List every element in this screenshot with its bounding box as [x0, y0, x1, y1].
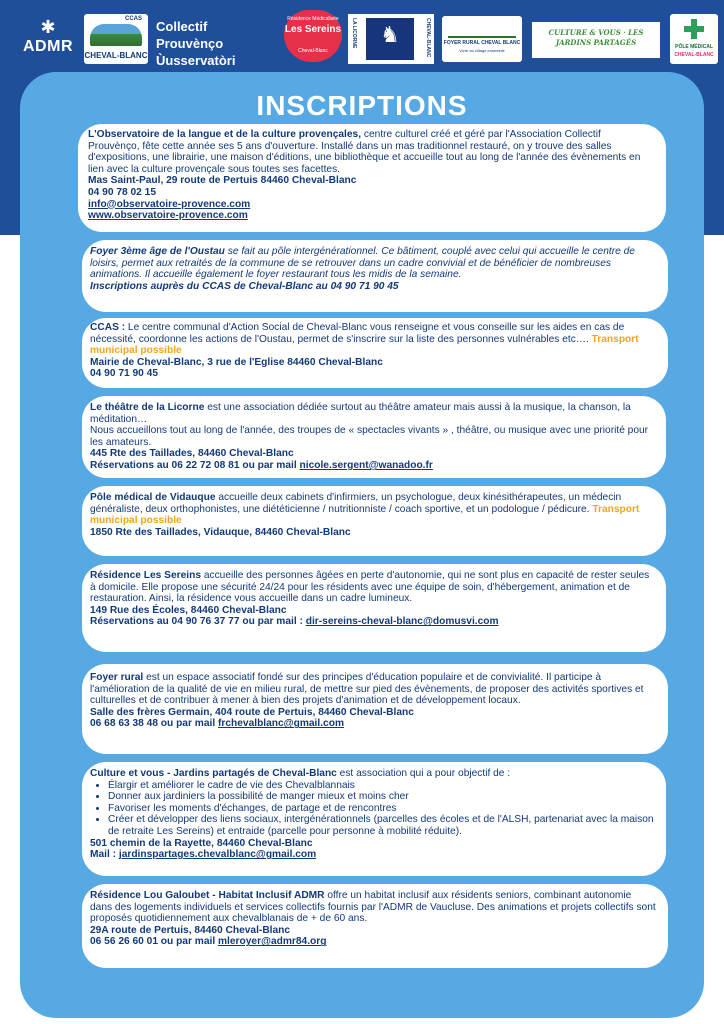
- foyer-rural-contact-text: 06 68 63 38 48 ou par mail: [90, 718, 218, 730]
- jardins-description: [90, 768, 654, 780]
- observatoire-email-link[interactable]: info@observatoire-provence.com: [88, 198, 251, 210]
- ccas-landscape-icon: [90, 24, 142, 46]
- observatoire-name: L'Observatoire de la langue et de la culture provençales,: [88, 129, 362, 140]
- jardins-address: 501 chemin de la Rayette, 84460 Cheval-Blanc: [90, 837, 313, 849]
- jardins-mail-label: Mail :: [90, 849, 119, 861]
- collectif-line1: Collectif Prouvènço: [156, 19, 224, 51]
- list-item: • Favoriser les moments d'échanges, de partage et de rencontres: [108, 803, 654, 815]
- galoubet-contact: [90, 936, 656, 948]
- galoubet-desc: offre un habitat inclusif aux résidents seniors, combinant autonomie dans des logements individuels et services collectifs fournis par l'ADMR de Vaucluse. Des animations et projets collectifs sont proposés quotidiennement aux chevalblanais de + de 60 ans.: [90, 890, 656, 925]
- sereins-reservations-text: Réservations au 04 90 76 37 77 ou par mail :: [90, 616, 306, 628]
- list-item: • Élargir et améliorer le cadre de vie des Chevalblannais: [108, 780, 654, 792]
- sereins-logo-line3: Cheval-Blanc: [298, 48, 328, 54]
- card-oustau: [82, 240, 668, 312]
- medical-cross-icon: [684, 19, 704, 39]
- oustau-desc: se fait au pôle intergénérationnel. Ce bâtiment, couplé avec celui qui accueille le centre de loisirs, permet aux retraités de la commune de se retrouver dans un cadre convivial et de bénéficier de nombreuses animations. Il accueille également le foyer restaurant tous les midis de la semaine.: [90, 246, 635, 281]
- galoubet-email-link[interactable]: mleroyer@admr84.org: [218, 936, 327, 948]
- partner-logos: [0, 10, 724, 70]
- licorne-logo-right: CHEVAL-BLANC: [425, 18, 431, 58]
- sereins-reservations: [90, 616, 656, 628]
- collectif-prouvenco-logo: [156, 18, 278, 68]
- sereins-logo-line1: Résidence Médicalisée: [287, 16, 339, 22]
- card-ccas: [82, 318, 668, 388]
- sereins-address: 149 Rue des Écoles, 84460 Cheval-Blanc: [90, 604, 287, 616]
- card-licorne: [82, 396, 666, 478]
- pole-logo-line2: CHEVAL-BLANC: [674, 52, 714, 58]
- admr-figures-icon: ✱: [40, 17, 56, 37]
- oustau-name: Foyer 3ème âge de l'Oustau: [90, 246, 225, 257]
- unicorn-icon: ♞: [380, 22, 400, 47]
- ccas-desc: Le centre communal d'Action Social de Cheval-Blanc vous renseigne et vous conseille sur les aides en cas de nécessité, coordonne les actions de l'Oustau, permet de s'inscrire sur la liste des personnes vulnérables etc….: [90, 322, 625, 345]
- observatoire-desc: centre culturel créé et géré par l'Association Collectif Prouvènço, fête cette année ses 5 ans d'ouverture. Installé dans un mas traditionnel restauré, on y trouve des salles d'expositions, une librairie, une maison d'éditions, une bibliothèque et accueille tout au long de l'année des évènements en lien avec la culture provençale sous toutes ses facettes.: [88, 129, 641, 175]
- galoubet-contact-text: 06 56 26 60 01 ou par mail: [90, 936, 218, 948]
- licorne-reservations-text: Réservations au 06 22 72 08 81 ou par mail: [90, 459, 300, 471]
- ccas-name: CCAS :: [90, 322, 126, 333]
- foyer-rural-logo-sub: Vivre au village ensemble: [459, 48, 505, 53]
- ccas-logo-bottom: CHEVAL-BLANC: [84, 51, 148, 60]
- list-item: • Donner aux jardiniers la possibilité de manger mieux et moins cher: [108, 791, 654, 803]
- observatoire-description: [88, 129, 654, 175]
- foyer-rural-name: Foyer rural: [90, 672, 144, 683]
- foyer-rural-desc: est un espace associatif fondé sur des principes d'éducation populaire et de convivialité. Il participe à l'amélioration de la qualité de vie en milieu rural, de mettre sur pied des évènements, de proposer des activités sportives et culturelles et de contribuer à mener à bien des projets d'animation et de développement locaux.: [90, 672, 644, 707]
- sereins-logo-line2: Les Sereins: [284, 24, 342, 35]
- jardins-email-link[interactable]: jardinspartages.chevalblanc@gmail.com: [118, 849, 317, 861]
- licorne-logo-left: LA LICORNE: [351, 18, 357, 49]
- card-observatoire: [78, 124, 666, 232]
- sereins-name: Résidence Les Sereins: [90, 570, 201, 581]
- card-galoubet: [82, 884, 668, 968]
- jardins-objectives-list: [90, 780, 654, 838]
- foyer-rural-contact: [90, 718, 660, 730]
- licorne-desc2: Nous accueillons tout au long de l'année, des troupes de « spectacles vivants » , théâtre, ou musique avec une priorité pour les amateurs.: [90, 425, 649, 448]
- foyer-rural-roof-icon: [448, 22, 516, 38]
- jardins-mail: [90, 849, 654, 861]
- sereins-description: [90, 570, 656, 605]
- admr-logo: [20, 16, 76, 66]
- licorne-logo: [348, 14, 434, 64]
- foyer-rural-address: Salle des frères Germain, 404 route de Pertuis, 84460 Cheval-Blanc: [90, 706, 414, 718]
- ccas-transport-badge: Transport municipal possible: [90, 333, 639, 357]
- jardins-name: Culture et vous - Jardins partagés de Cheval-Blanc: [90, 768, 337, 779]
- licorne-address: 445 Rte des Taillades, 84460 Cheval-Blanc: [90, 448, 294, 460]
- card-vidauque: [82, 486, 666, 556]
- foyer-rural-logo: [442, 16, 522, 62]
- les-sereins-logo: [284, 10, 342, 62]
- licorne-name: Le théâtre de la Licorne: [90, 402, 205, 413]
- foyer-rural-logo-title: FOYER RURAL CHEVAL BLANC: [443, 40, 521, 46]
- admr-logo-text: ADMR: [23, 38, 73, 55]
- jardins-desc: est association qui a pour objectif de :: [336, 768, 511, 779]
- foyer-rural-email-link[interactable]: frchevalblanc@gmail.com: [218, 718, 345, 730]
- ccas-description: [90, 322, 656, 357]
- ccas-logo: [84, 14, 148, 64]
- observatoire-address: Mas Saint-Paul, 29 route de Pertuis 84460 Cheval-Blanc: [88, 175, 357, 187]
- ccas-address: Mairie de Cheval-Blanc, 3 rue de l'Eglise 84460 Cheval-Blanc: [90, 356, 383, 368]
- galoubet-description: [90, 890, 656, 925]
- observatoire-phone: 04 90 78 02 15: [88, 186, 156, 198]
- foyer-rural-description: [90, 672, 660, 707]
- galoubet-address: 29A route de Pertuis, 84460 Cheval-Blanc: [90, 924, 291, 936]
- licorne-desc1: est une association dédiée surtout au théâtre amateur mais aussi à la musique, la chanson, la méditation…: [90, 402, 631, 425]
- licorne-description: [90, 402, 654, 425]
- oustau-description: [90, 246, 656, 281]
- card-sereins: [82, 564, 666, 652]
- vidauque-transport-badge: Transport municipal possible: [90, 503, 640, 527]
- culture-et-vous-logo: [532, 22, 660, 58]
- galoubet-name: Résidence Lou Galoubet - Habitat Inclusif ADMR: [90, 890, 325, 901]
- vidauque-name: Pôle médical de Vidauque: [90, 492, 216, 503]
- observatoire-website-link[interactable]: www.observatoire-provence.com: [88, 210, 248, 222]
- pole-medical-logo: [670, 14, 718, 64]
- list-item: • Créer et développer des liens sociaux, intergénérationnels (parcelles des écoles et de l'ALSH, partenariat avec la maison de retraite Les Sereins) et entraide (parcelle pour personne à mobilité réduite).: [108, 814, 654, 837]
- licorne-email-link[interactable]: nicole.sergent@wanadoo.fr: [299, 459, 433, 471]
- vidauque-address: 1850 Rte des Taillades, Vidauque, 84460 Cheval-Blanc: [90, 526, 351, 538]
- card-jardins: [82, 762, 666, 876]
- sereins-desc: accueille des personnes âgées en perte d'autonomie, qui ne sont plus en capacité de rester seules à domicile. Elle propose une sécurité 24/24 pour les résidents avec une équipe de soin, d'hébergement, animation et de restauration. Ainsi, la résidence vous accueille dans un cadre lumineux.: [90, 570, 650, 605]
- card-foyer-rural: [82, 664, 668, 754]
- sereins-email-link[interactable]: dir-sereins-cheval-blanc@domusvi.com: [305, 616, 499, 628]
- licorne-reservations: [90, 460, 654, 472]
- ccas-logo-top: CCAS: [124, 16, 142, 22]
- vidauque-description: [90, 492, 654, 527]
- oustau-inscriptions: Inscriptions auprès du CCAS de Cheval-Blanc au 04 90 71 90 45: [90, 280, 399, 292]
- ccas-phone: 04 90 71 90 45: [90, 368, 158, 380]
- vidauque-desc: accueille deux cabinets d'infirmiers, un psychologue, deux kinésithérapeutes, un médecin généraliste, deux orthophonistes, une diététicienne / nutritionniste / coach sportive, et un podologue / pédicure.: [90, 492, 622, 515]
- page-title: INSCRIPTIONS: [256, 90, 468, 121]
- culture-logo-text: CULTURE & VOUS · LES JARDINS PARTAGÉS: [548, 28, 644, 47]
- collectif-line2: Ùusservatòri: [156, 53, 236, 68]
- pole-logo-line1: PÔLE MÉDICAL: [675, 44, 713, 50]
